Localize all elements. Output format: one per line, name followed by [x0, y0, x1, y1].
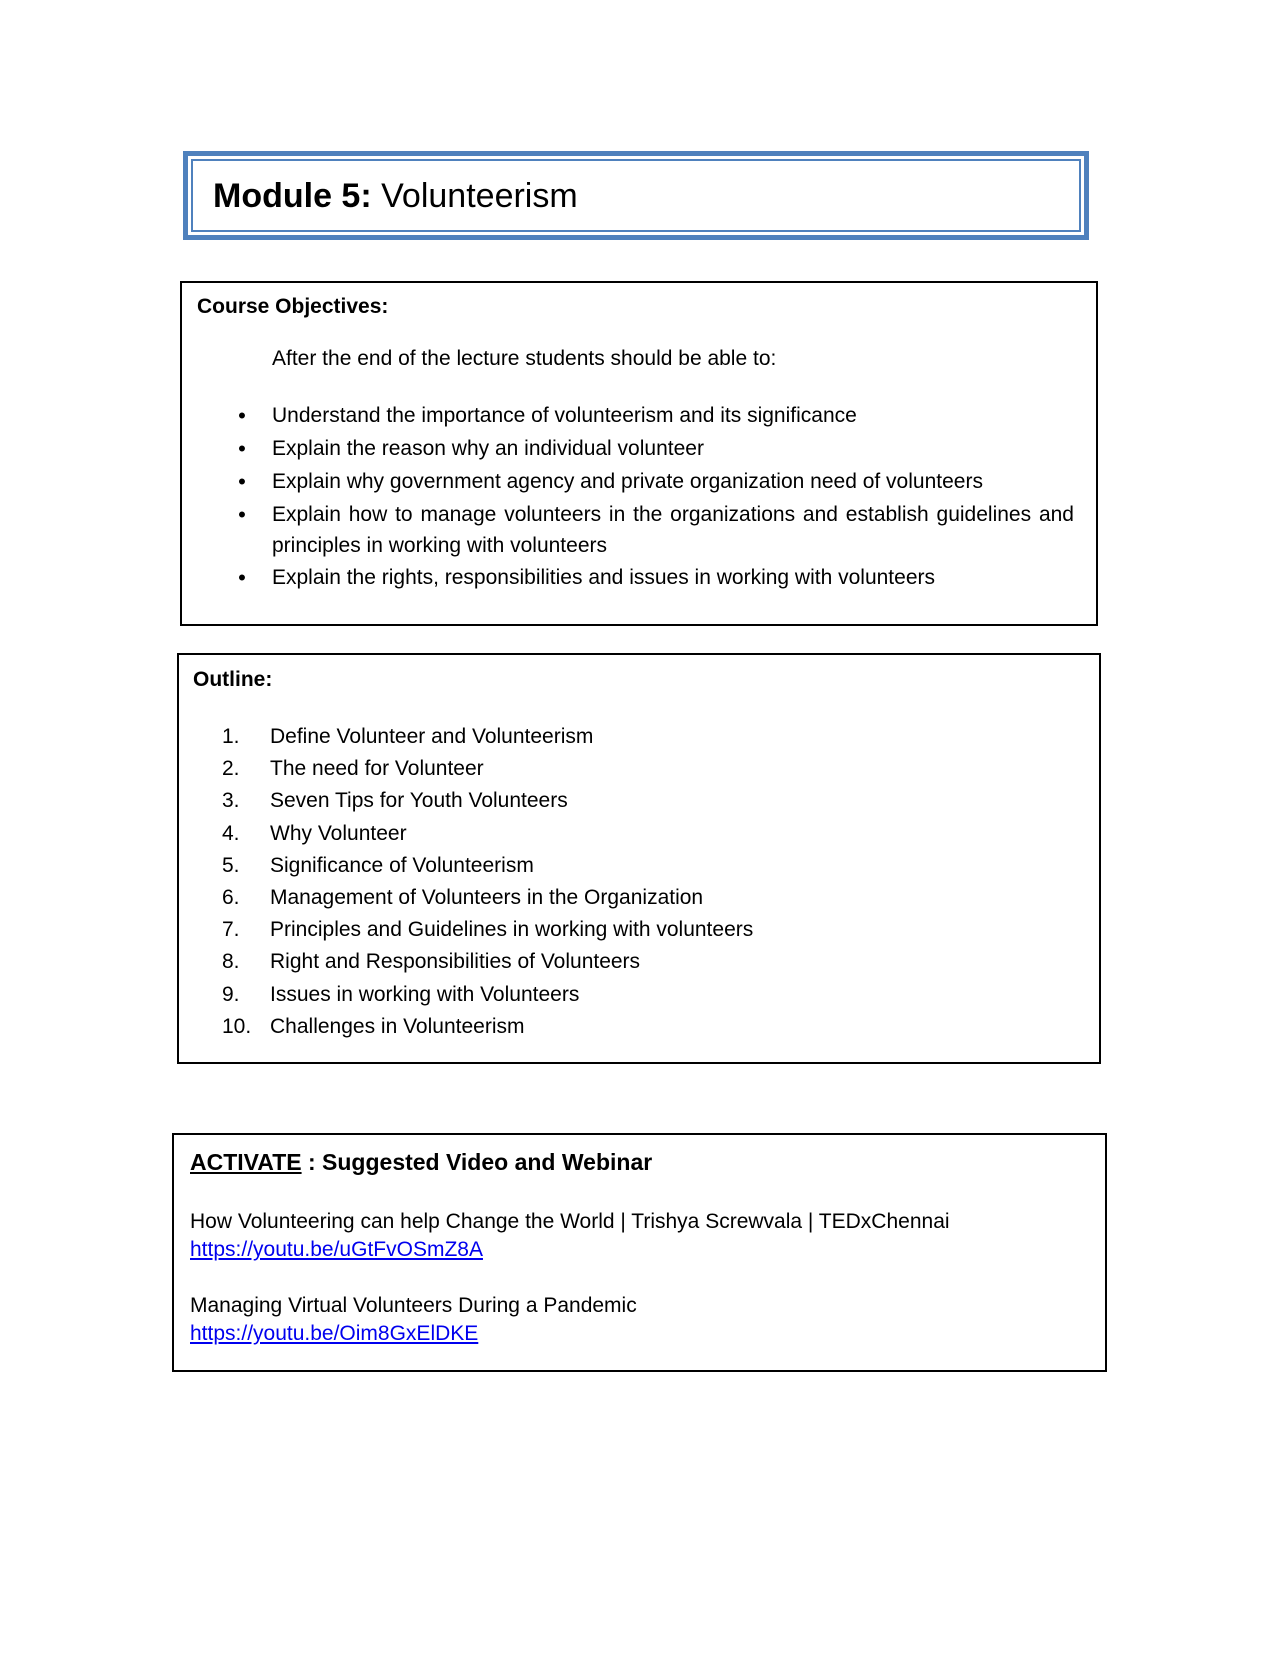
activate-heading-text: : Suggested Video and Webinar — [301, 1149, 653, 1175]
bullet-icon: • — [238, 436, 246, 461]
bullet-icon: • — [238, 469, 246, 494]
outline-item-number: 1. — [222, 725, 240, 748]
course-objectives-box — [180, 281, 1098, 626]
objective-text: Explain why government agency and private organization need of volunteers — [272, 470, 983, 493]
outline-item-number: 5. — [222, 853, 240, 877]
video-title: Managing Virtual Volunteers During a Pandemic — [190, 1294, 637, 1317]
outline-item-text: Significance of Volunteerism — [270, 853, 534, 877]
outline-item-text: Principles and Guidelines in working with volunteers — [270, 918, 754, 942]
video-link[interactable]: https://youtu.be/Oim8GxElDKE — [190, 1322, 479, 1345]
objective-item — [232, 499, 1074, 561]
outline-item-number: 9. — [222, 982, 240, 1006]
outline-item-number: 6. — [222, 886, 240, 910]
module-label: Module 5: — [213, 176, 372, 215]
outline-item — [222, 721, 753, 753]
outline-item — [222, 753, 753, 785]
outline-item-text: Define Volunteer and Volunteerism — [270, 725, 594, 748]
activate-heading — [190, 1148, 652, 1176]
video-entry — [190, 1292, 637, 1348]
outline-list — [222, 721, 753, 1043]
outline-item-number: 10. — [222, 1014, 252, 1038]
course-objectives-intro: After the end of the lecture students should be able to: — [272, 347, 777, 370]
objective-text: Understand the importance of volunteerism and its significance — [272, 404, 857, 427]
bullet-icon: • — [238, 403, 246, 428]
outline-item — [222, 1011, 753, 1043]
outline-box — [177, 653, 1101, 1064]
course-objectives-heading: Course Objectives: — [197, 295, 389, 318]
video-title: How Volunteering can help Change the World | Trishya Screwvala | TEDxChennai — [190, 1210, 950, 1233]
objective-item — [232, 400, 1074, 432]
objective-item — [232, 466, 1074, 498]
outline-item-text: Seven Tips for Youth Volunteers — [270, 789, 568, 813]
outline-item-text: Challenges in Volunteerism — [270, 1014, 525, 1038]
outline-item-text: The need for Volunteer — [270, 757, 484, 781]
outline-item — [222, 818, 753, 850]
outline-item-text: Why Volunteer — [270, 821, 407, 845]
bullet-icon: • — [238, 502, 246, 527]
video-entry — [190, 1208, 950, 1264]
objective-text: Explain how to manage volunteers in the organizations and establish guidelines and principles in working with volunteers — [272, 503, 1074, 557]
objective-text: Explain the reason why an individual volunteer — [272, 437, 704, 460]
objective-text: Explain the rights, responsibilities and issues in working with volunteers — [272, 566, 935, 589]
course-objectives-list — [232, 400, 1074, 595]
outline-item — [222, 914, 753, 946]
objective-item — [232, 433, 1074, 465]
outline-item-text: Right and Responsibilities of Volunteers — [270, 950, 641, 974]
outline-item-number: 3. — [222, 789, 240, 813]
outline-heading: Outline: — [193, 668, 273, 691]
activate-keyword: ACTIVATE — [190, 1149, 302, 1175]
outline-item-text: Management of Volunteers in the Organization — [270, 886, 704, 910]
module-title-inner-frame — [191, 159, 1081, 232]
video-link[interactable]: https://youtu.be/uGtFvOSmZ8A — [190, 1238, 483, 1261]
module-title-box — [183, 151, 1089, 240]
module-name: Volunteerism — [381, 176, 578, 215]
bullet-icon: • — [238, 565, 246, 590]
module-title — [213, 176, 578, 215]
outline-item — [222, 979, 753, 1011]
outline-item — [222, 785, 753, 817]
outline-item-number: 4. — [222, 821, 240, 845]
outline-item — [222, 946, 753, 978]
outline-item-text: Issues in working with Volunteers — [270, 982, 580, 1006]
outline-item-number: 7. — [222, 918, 240, 942]
objective-item — [232, 562, 1074, 594]
outline-item-number: 8. — [222, 950, 240, 974]
outline-item — [222, 850, 753, 882]
outline-item-number: 2. — [222, 757, 240, 781]
outline-item — [222, 882, 753, 914]
activate-box — [172, 1133, 1107, 1372]
